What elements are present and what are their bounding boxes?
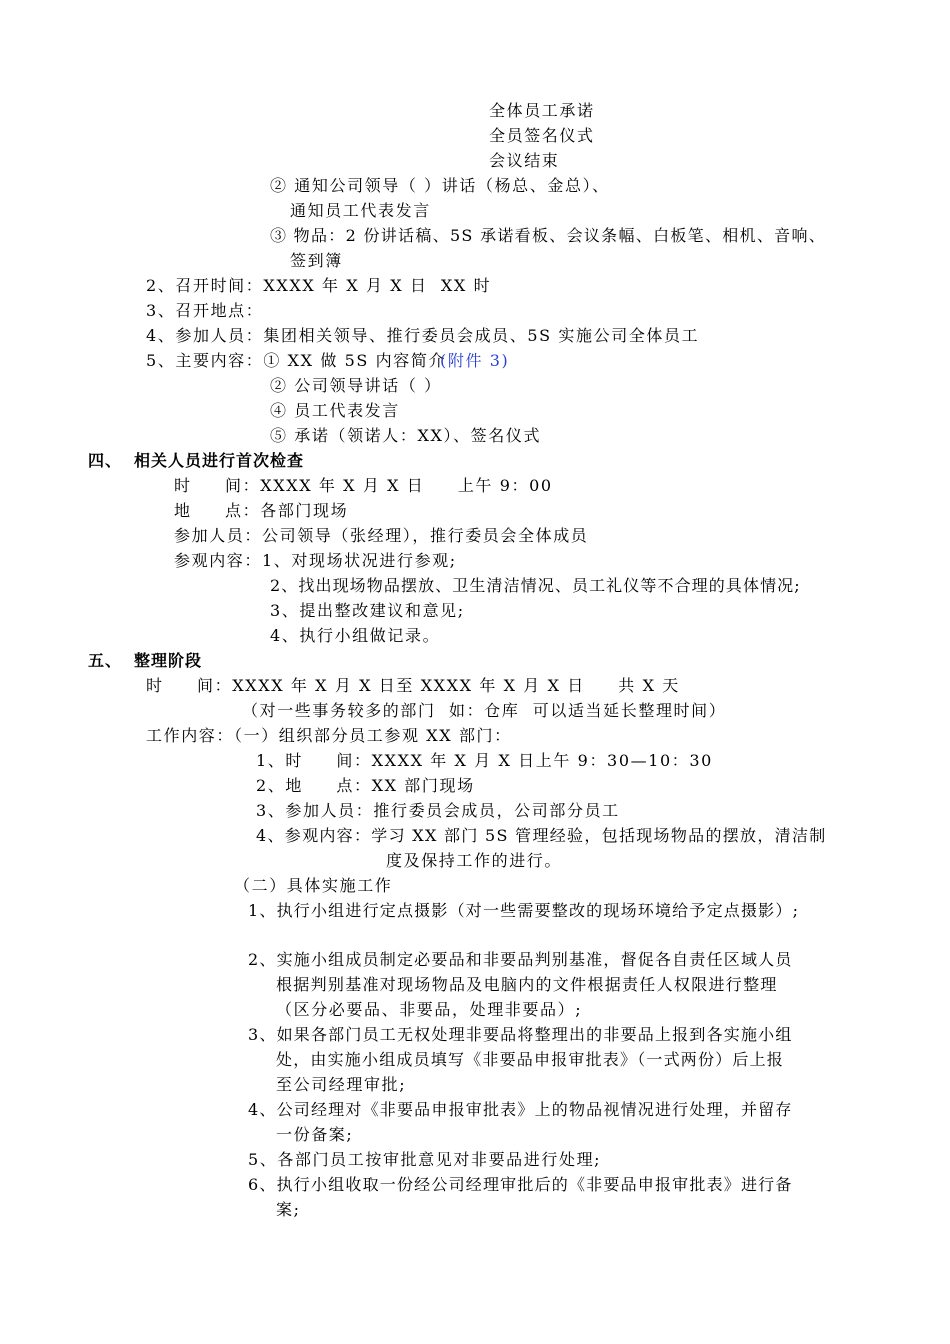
text-line: 4、执行小组做记录。 (270, 626, 441, 645)
text-line: 度及保持工作的进行。 (386, 851, 563, 870)
text-line: 工作内容：（一）组织部分员工参观 XX 部门： (146, 726, 512, 745)
text-line: 4、参加人员：集团相关领导、推行委员会成员、5S 实施公司全体员工 (146, 326, 700, 345)
text-line: 4、参观内容：学习 XX 部门 5S 管理经验，包括现场物品的摆放，清洁制 (256, 826, 827, 845)
text-line: 会议结束 (489, 151, 560, 170)
section-number: 五、 (88, 651, 123, 670)
text-line: 全员签名仪式 (489, 126, 595, 145)
text-line: 5、各部门员工按审批意见对非要品进行处理; (248, 1150, 602, 1169)
text-line: 至公司经理审批; (276, 1075, 407, 1094)
text-line: 一份备案; (276, 1125, 354, 1144)
text-line: 时 间：XXXX 年 X 月 X 日 上午 9：00 (174, 476, 553, 495)
text-line: 1、执行小组进行定点摄影（对一些需要整改的现场环境给予定点摄影）; (248, 901, 800, 920)
text-line: 全体员工承诺 (489, 101, 595, 120)
text-line: 3、如果各部门员工无权处理非要品将整理出的非要品上报到各实施小组 (248, 1025, 793, 1044)
text-line: （区分必要品、非要品，处理非要品）; (276, 1000, 583, 1019)
text-line: 时 间：XXXX 年 X 月 X 日至 XXXX 年 X 月 X 日 共 X 天 (146, 676, 680, 695)
text-line: 3、提出整改建议和意见; (270, 601, 465, 620)
text-line: 案; (276, 1200, 301, 1219)
text-line: 5、主要内容：① XX 做 5S 内容简介 (146, 351, 447, 370)
text-line: 2、地 点：XX 部门现场 (256, 776, 475, 795)
text-line: 通知员工代表发言 (290, 201, 431, 220)
text-line: 2、实施小组成员制定必要品和非要品判别基准，督促各自责任区域人员 (248, 950, 793, 969)
text-line: 参加人员：公司领导（张经理），推行委员会全体成员 (174, 526, 589, 545)
section-heading: 相关人员进行首次检查 (134, 451, 305, 470)
text-line: 6、执行小组收取一份经公司经理审批后的《非要品申报审批表》进行备 (248, 1175, 793, 1194)
text-line: ⑤ 承诺（领诺人：XX）、签名仪式 (270, 426, 542, 445)
text-line: 4、公司经理对《非要品申报审批表》上的物品视情况进行处理，并留存 (248, 1100, 793, 1119)
text-line: 3、召开地点： (146, 301, 264, 320)
text-line: （二）具体实施工作 (234, 876, 393, 895)
text-line: ④ 员工代表发言 (270, 401, 400, 420)
text-line: ② 公司领导讲话（ ） (270, 376, 442, 395)
text-line: ③ 物品：2 份讲话稿、5S 承诺看板、会议条幅、白板笔、相机、音响、 (270, 226, 827, 245)
text-line: 3、参加人员：推行委员会成员，公司部分员工 (256, 801, 620, 820)
text-line: 根据判别基准对现场物品及电脑内的文件根据责任人权限进行整理 (276, 975, 778, 994)
attachment-link[interactable]: (附件 3) (440, 351, 510, 370)
text-line: 1、时 间：XXXX 年 X 月 X 日上午 9：30—10：30 (256, 751, 713, 770)
text-line: 参观内容：1、对现场状况进行参观; (174, 551, 457, 570)
text-line: 处，由实施小组成员填写《非要品申报审批表》（一式两份）后上报 (276, 1050, 785, 1069)
text-line: 2、找出现场物品摆放、卫生清洁情况、员工礼仪等不合理的具体情况; (270, 576, 801, 595)
text-line: ② 通知公司领导（ ）讲话（杨总、金总）、 (270, 176, 610, 195)
text-line: 地 点：各部门现场 (174, 501, 349, 520)
section-number: 四、 (88, 451, 123, 470)
text-line: （对一些事务较多的部门 如：仓库 可以适当延长整理时间） (242, 701, 727, 720)
section-heading: 整理阶段 (134, 651, 203, 670)
text-line: 2、召开时间：XXXX 年 X 月 X 日 XX 时 (146, 276, 492, 295)
text-line: 签到簿 (290, 251, 343, 270)
